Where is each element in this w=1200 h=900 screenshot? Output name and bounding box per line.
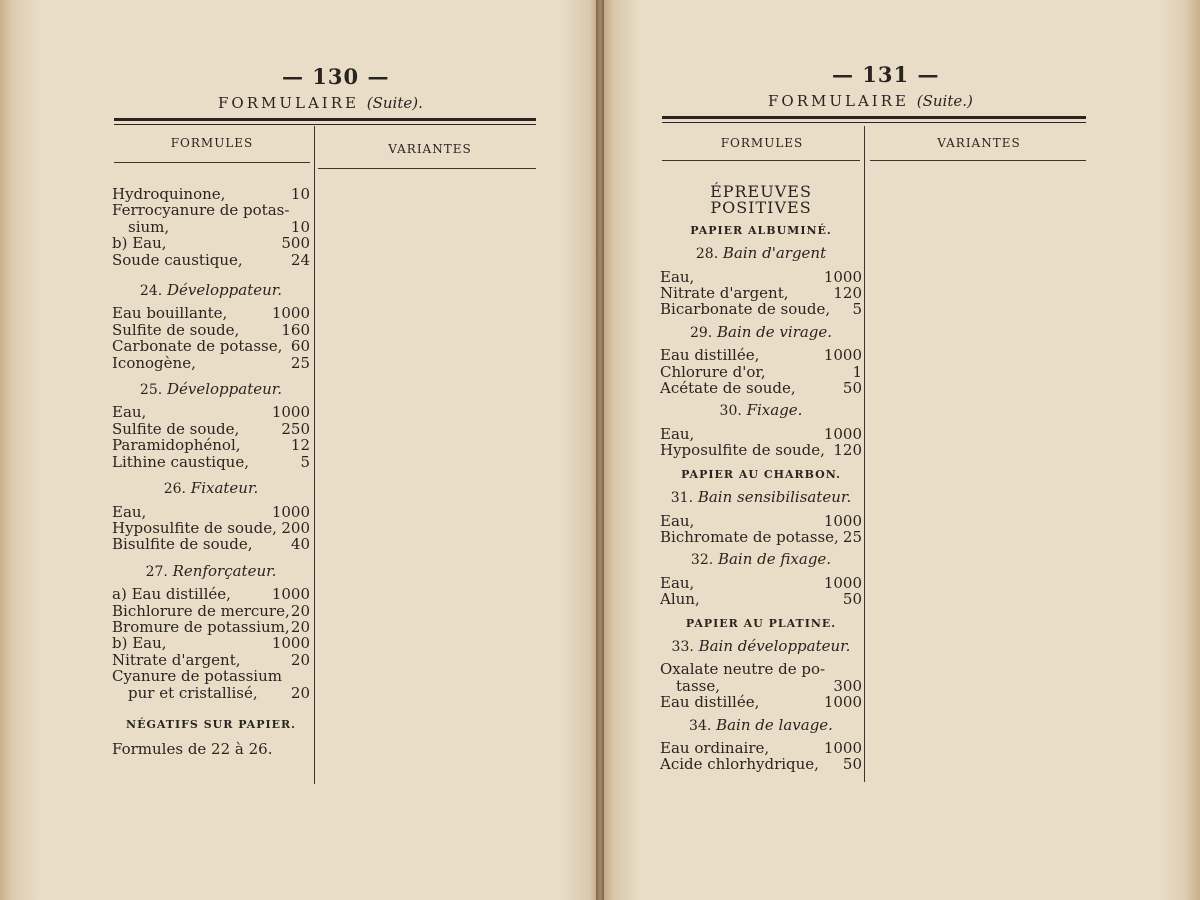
section-heading: PAPIER AU PLATINE.	[685, 616, 837, 630]
book-spine	[596, 0, 604, 900]
formula-line: a) Eau distillée, 1000	[112, 585, 310, 604]
formula-title: 31. Bain sensibilisateur.	[670, 488, 852, 507]
formula-line: Lithine caustique, 5	[112, 452, 310, 471]
formula-line: Eau distillée, 1000	[660, 693, 862, 712]
formula-line: Hyposulfite de soude, 200	[112, 518, 310, 537]
formula-line: Paramidophénol, 12	[112, 436, 310, 455]
formula-line: Hyposulfite de soude, 120	[660, 441, 862, 460]
formula-line: Oxalate neutre de po-	[660, 660, 826, 679]
header-rule	[662, 116, 1086, 123]
column-rule	[870, 160, 1086, 161]
formula-line: b) Eau, 1000	[112, 634, 310, 653]
formula-line: Cyanure de potassium	[112, 667, 282, 686]
column-divider	[864, 126, 865, 782]
formula-title: 30. Fixage.	[719, 401, 803, 420]
formula-line: Eau bouillante, 1000	[112, 304, 310, 323]
page-number: — 130 —	[282, 64, 390, 89]
page-number: — 131 —	[832, 62, 940, 87]
formula-line: Sulfite de soude, 160	[112, 320, 310, 339]
formula-line: Chlorure d'or, 1	[660, 362, 862, 381]
formula-line: Iconogène, 25	[112, 353, 310, 372]
header-title: FORMULAIRE	[768, 92, 909, 110]
running-header	[218, 94, 423, 112]
formula-line: pur et cristallisé, 20	[128, 683, 310, 702]
formula-line: Acide chlorhydrique, 50	[660, 755, 862, 774]
formula-title: 34. Bain de lavage.	[689, 715, 833, 734]
main-heading: ÉPREUVES POSITIVES	[710, 182, 812, 218]
formula-line: Bromure de potassium, 20	[112, 617, 310, 636]
formula-line: Bicarbonate de soude, 5	[660, 300, 862, 319]
column-header-variantes: VARIANTES	[937, 136, 1021, 150]
column-divider	[314, 126, 315, 784]
column-header-variantes: VARIANTES	[388, 142, 472, 156]
formula-line: Sulfite de soude, 250	[112, 419, 310, 438]
header-suffix: (Suite).	[366, 94, 423, 112]
section-heading: PAPIER AU CHARBON.	[681, 467, 841, 481]
formula-line: Formules de 22 à 26.	[112, 740, 273, 759]
formula-line: Alun, 50	[660, 590, 862, 609]
formula-line: Acétate de soude, 50	[660, 379, 862, 398]
right-page	[600, 0, 1200, 900]
formula-line: b) Eau, 500	[112, 234, 310, 253]
section-heading: NÉGATIFS SUR PAPIER.	[126, 717, 296, 731]
formula-title: 33. Bain développateur.	[671, 636, 851, 655]
formula-line: Eau, 1000	[112, 403, 310, 422]
formula-line: Eau distillée, 1000	[660, 346, 862, 365]
formula-line: Bichlorure de mercure, 20	[112, 601, 310, 620]
formula-line: Eau, 1000	[112, 502, 310, 521]
formula-line: Ferrocyanure de potas-	[112, 201, 290, 220]
formules-column	[660, 184, 862, 773]
formula-line: Bisulfite de soude, 40	[112, 535, 310, 554]
formula-title: 25. Développateur.	[139, 380, 283, 399]
formula-title: 27. Renforçateur.	[145, 561, 277, 580]
column-header-formules: FORMULES	[720, 136, 804, 150]
formula-line: Soude caustique, 24	[112, 250, 310, 269]
column-header-formules: FORMULES	[170, 136, 254, 150]
formula-title: 26. Fixateur.	[163, 479, 259, 498]
column-rule	[114, 162, 310, 163]
formula-title: 29. Bain de virage.	[689, 322, 833, 341]
formula-line: Bichromate de potasse, 25	[660, 527, 862, 546]
formula-line: tasse, 300	[676, 676, 862, 695]
formules-column	[112, 186, 310, 758]
formula-line: Eau ordinaire, 1000	[660, 738, 862, 757]
section-heading: PAPIER ALBUMINÉ.	[690, 223, 832, 237]
formula-line: Hydroquinone, 10	[112, 185, 310, 203]
header-rule	[114, 118, 536, 125]
formula-line: Eau, 1000	[660, 267, 862, 286]
column-rule	[662, 160, 860, 161]
formula-line: sium, 10	[128, 217, 310, 236]
formula-line: Eau, 1000	[660, 424, 862, 443]
formula-title: 28. Bain d'argent	[695, 244, 827, 263]
formula-line: Eau, 1000	[660, 511, 862, 530]
header-title: FORMULAIRE	[218, 94, 359, 112]
running-header	[768, 92, 973, 110]
formula-line: Nitrate d'argent, 120	[660, 284, 862, 303]
header-suffix: (Suite.)	[916, 92, 973, 110]
formula-title: 24. Développateur.	[139, 281, 283, 300]
formula-line: Eau, 1000	[660, 573, 862, 592]
formula-line: Carbonate de potasse, 60	[112, 337, 310, 356]
column-rule	[318, 168, 536, 169]
formula-title: 32. Bain de fixage.	[690, 550, 832, 569]
formula-line: Nitrate d'argent, 20	[112, 650, 310, 669]
